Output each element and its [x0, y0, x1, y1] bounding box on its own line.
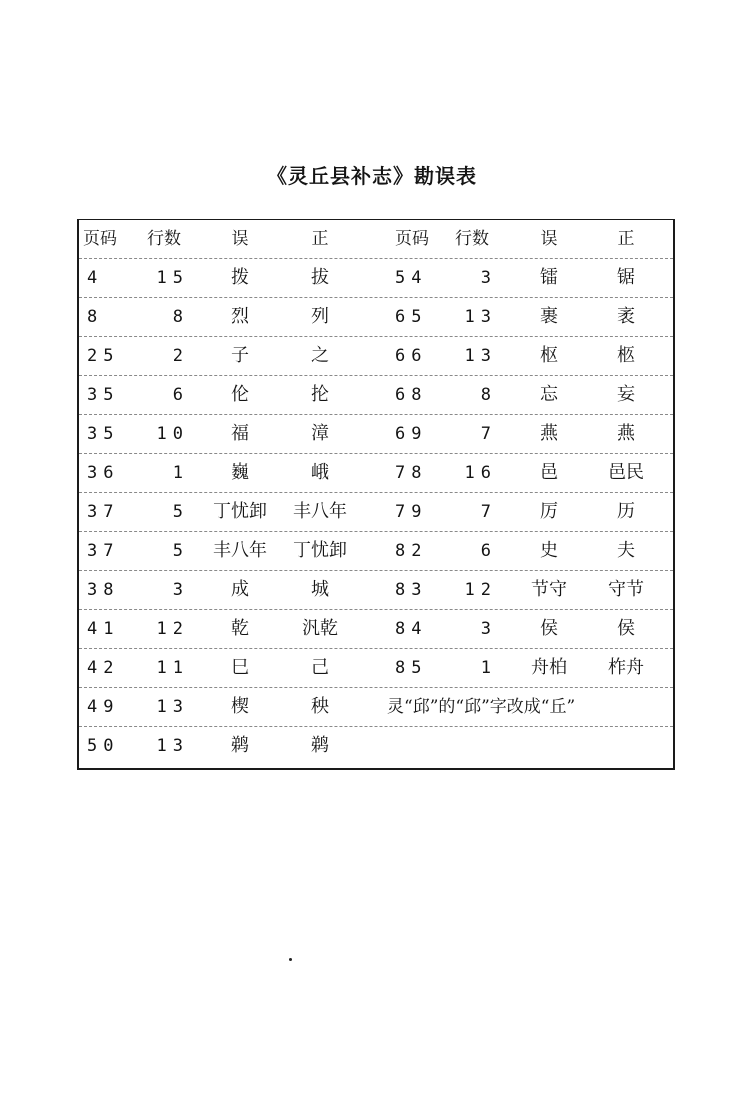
right-page-cell: 69: [395, 424, 428, 444]
header-left-page: 页码: [83, 229, 117, 249]
left-page-cell: 38: [87, 580, 120, 600]
left-correct-cell: 之: [311, 345, 329, 366]
table-row: [79, 649, 673, 688]
right-line-cell: 3: [480, 268, 497, 288]
left-correct-cell: 丁忧卸: [293, 540, 347, 561]
right-line-cell: 13: [464, 346, 497, 366]
table-row: [79, 259, 673, 298]
left-page-cell: 25: [87, 346, 120, 366]
left-correct-cell: 拔: [311, 267, 329, 288]
header-right-line: 行数: [455, 229, 489, 249]
left-line-cell: 6: [172, 385, 189, 405]
left-line-cell: 11: [156, 658, 189, 678]
right-page-cell: 83: [395, 580, 428, 600]
table-row: [79, 571, 673, 610]
right-page-cell: 79: [395, 502, 428, 522]
right-line-cell: 3: [480, 619, 497, 639]
correction-note: 灵“邱”的“邱”字改成“丘”: [387, 697, 576, 717]
left-correct-cell: 己: [311, 657, 329, 678]
left-line-cell: 5: [172, 502, 189, 522]
left-correct-cell: 汎乾: [302, 618, 338, 639]
right-page-cell: 82: [395, 541, 428, 561]
right-page-cell: 66: [395, 346, 428, 366]
left-page-cell: 8: [87, 307, 104, 327]
right-line-cell: 1: [480, 658, 497, 678]
left-correct-cell: 丰八年: [293, 501, 347, 522]
left-page-cell: 49: [87, 697, 120, 717]
right-line-cell: 6: [480, 541, 497, 561]
table-row: [79, 337, 673, 376]
left-correct-cell: 抡: [311, 384, 329, 405]
left-wrong-cell: 巳: [231, 657, 249, 678]
left-line-cell: 1: [172, 463, 189, 483]
right-line-cell: 13: [464, 307, 497, 327]
left-page-cell: 35: [87, 424, 120, 444]
right-wrong-cell: 忘: [540, 384, 558, 405]
left-wrong-cell: 丰八年: [213, 540, 267, 561]
left-page-cell: 37: [87, 541, 120, 561]
left-line-cell: 13: [156, 697, 189, 717]
left-line-cell: 2: [172, 346, 189, 366]
header-right-correct: 正: [617, 229, 635, 249]
table-row: [79, 727, 673, 766]
table-row: [79, 493, 673, 532]
right-correct-cell: 侯: [617, 618, 635, 639]
left-wrong-cell: 烈: [231, 306, 249, 327]
header-left-correct: 正: [311, 229, 329, 249]
right-correct-cell: 邑民: [608, 462, 644, 483]
right-wrong-cell: 厉: [540, 501, 558, 522]
left-correct-cell: 列: [311, 306, 329, 327]
header-right-page: 页码: [395, 229, 429, 249]
left-line-cell: 10: [156, 424, 189, 444]
left-correct-cell: 鹈: [311, 735, 329, 756]
left-line-cell: 8: [172, 307, 189, 327]
table-row: [79, 454, 673, 493]
table-header-row: [79, 220, 673, 259]
left-wrong-cell: 楔: [231, 696, 249, 717]
right-page-cell: 68: [395, 385, 428, 405]
left-wrong-cell: 成: [231, 579, 249, 600]
right-page-cell: 54: [395, 268, 428, 288]
right-line-cell: 16: [464, 463, 497, 483]
left-correct-cell: 漳: [311, 423, 329, 444]
header-left-wrong: 误: [231, 229, 249, 249]
right-correct-cell: 柞舟: [608, 657, 644, 678]
right-line-cell: 8: [480, 385, 497, 405]
left-wrong-cell: 巍: [231, 462, 249, 483]
left-page-cell: 41: [87, 619, 120, 639]
left-line-cell: 13: [156, 736, 189, 756]
left-correct-cell: 峨: [311, 462, 329, 483]
right-page-cell: 65: [395, 307, 428, 327]
table-row: [79, 298, 673, 337]
table-row: [79, 376, 673, 415]
left-page-cell: 36: [87, 463, 120, 483]
left-wrong-cell: 丁忧卸: [213, 501, 267, 522]
page-title: 《灵丘县补志》勘误表: [267, 164, 477, 188]
table-row: [79, 688, 673, 727]
table-row: [79, 610, 673, 649]
right-line-cell: 7: [480, 502, 497, 522]
left-line-cell: 15: [156, 268, 189, 288]
right-correct-cell: 袤: [617, 306, 635, 327]
right-page-cell: 84: [395, 619, 428, 639]
right-wrong-cell: 枢: [540, 345, 558, 366]
right-wrong-cell: 邑: [540, 462, 558, 483]
right-page-cell: 85: [395, 658, 428, 678]
right-wrong-cell: 裹: [540, 306, 558, 327]
right-correct-cell: 锯: [617, 267, 635, 288]
left-correct-cell: 城: [311, 579, 329, 600]
right-wrong-cell: 侯: [540, 618, 558, 639]
left-wrong-cell: 拨: [231, 267, 249, 288]
left-page-cell: 37: [87, 502, 120, 522]
header-right-wrong: 误: [540, 229, 558, 249]
errata-table: [77, 219, 675, 770]
left-wrong-cell: 福: [231, 423, 249, 444]
header-left-line: 行数: [147, 229, 181, 249]
left-page-cell: 4: [87, 268, 104, 288]
right-correct-cell: 夫: [617, 540, 635, 561]
left-correct-cell: 秧: [311, 696, 329, 717]
left-line-cell: 5: [172, 541, 189, 561]
right-wrong-cell: 节守: [531, 579, 567, 600]
page-dot: [289, 958, 292, 961]
right-correct-cell: 历: [617, 501, 635, 522]
left-wrong-cell: 伦: [231, 384, 249, 405]
left-wrong-cell: 鹈: [231, 735, 249, 756]
right-correct-cell: 燕: [617, 423, 635, 444]
right-wrong-cell: 舟柏: [531, 657, 567, 678]
right-line-cell: 12: [464, 580, 497, 600]
right-wrong-cell: 燕: [540, 423, 558, 444]
right-correct-cell: 守节: [608, 579, 644, 600]
left-page-cell: 50: [87, 736, 120, 756]
table-row: [79, 415, 673, 454]
left-line-cell: 3: [172, 580, 189, 600]
right-correct-cell: 柩: [617, 345, 635, 366]
left-line-cell: 12: [156, 619, 189, 639]
left-wrong-cell: 子: [231, 345, 249, 366]
left-page-cell: 35: [87, 385, 120, 405]
left-wrong-cell: 乾: [231, 618, 249, 639]
right-line-cell: 7: [480, 424, 497, 444]
table-row: [79, 532, 673, 571]
right-wrong-cell: 镭: [540, 267, 558, 288]
right-page-cell: 78: [395, 463, 428, 483]
right-correct-cell: 妄: [617, 384, 635, 405]
right-wrong-cell: 史: [540, 540, 558, 561]
left-page-cell: 42: [87, 658, 120, 678]
